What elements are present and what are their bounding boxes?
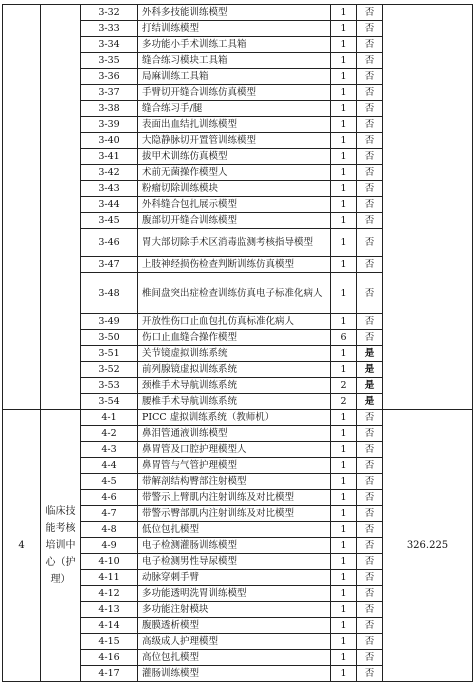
item-imported: 否 [357,257,383,273]
item-imported: 是 [357,346,383,362]
equipment-table [2,4,473,682]
item-name: 胃大部切除手术区消毒监测考核指导模型 [138,229,331,257]
item-quantity: 1 [331,165,357,181]
item-quantity: 1 [331,426,357,442]
item-imported: 否 [357,330,383,346]
item-quantity: 1 [331,474,357,490]
item-quantity: 1 [331,554,357,570]
item-code: 4-9 [81,538,138,554]
item-name: 局麻训练工具箱 [138,69,331,85]
item-imported: 否 [357,165,383,181]
item-imported: 否 [357,426,383,442]
item-code: 3-42 [81,165,138,181]
item-quantity: 1 [331,5,357,21]
item-imported: 否 [357,570,383,586]
item-name: 电子检测灌肠训练模型 [138,538,331,554]
item-quantity: 1 [331,37,357,53]
item-imported: 否 [357,602,383,618]
item-imported: 否 [357,37,383,53]
item-name: 伤口止血缝合操作模型 [138,330,331,346]
item-code: 3-50 [81,330,138,346]
section-amount-cell [383,5,473,410]
item-name: 鼻胃管与气管护理模型 [138,458,331,474]
item-name: PICC 虚拟训练系统（教师机） [138,410,331,426]
item-quantity: 1 [331,53,357,69]
item-name: 带警示臀部肌内注射训练及对比模型 [138,506,331,522]
item-name: 拔甲术训练仿真模型 [138,149,331,165]
item-name: 手臂切开缝合训练仿真模型 [138,85,331,101]
item-imported: 否 [357,538,383,554]
item-code: 3-49 [81,314,138,330]
item-code: 3-48 [81,273,138,314]
item-imported: 否 [357,229,383,257]
item-name: 鼻胃管及口腔护理模型人 [138,442,331,458]
item-code: 4-5 [81,474,138,490]
item-imported: 否 [357,442,383,458]
item-code: 4-4 [81,458,138,474]
item-name: 缝合练习模块工具箱 [138,53,331,69]
item-code: 3-52 [81,362,138,378]
item-code: 3-43 [81,181,138,197]
item-quantity: 1 [331,618,357,634]
item-quantity: 1 [331,458,357,474]
item-imported: 否 [357,21,383,37]
item-imported: 否 [357,101,383,117]
item-imported: 是 [357,378,383,394]
item-quantity: 1 [331,522,357,538]
item-code: 4-1 [81,410,138,426]
item-code: 4-15 [81,634,138,650]
item-quantity: 1 [331,101,357,117]
item-code: 3-51 [81,346,138,362]
item-name: 灌肠训练模型 [138,666,331,682]
item-imported: 否 [357,650,383,666]
item-quantity: 1 [331,117,357,133]
item-name: 开放性伤口止血包扎仿真标准化病人 [138,314,331,330]
item-code: 4-7 [81,506,138,522]
item-quantity: 1 [331,602,357,618]
item-imported: 否 [357,666,383,682]
item-code: 3-32 [81,5,138,21]
item-name: 动脉穿刺手臂 [138,570,331,586]
item-imported: 否 [357,506,383,522]
item-quantity: 1 [331,442,357,458]
item-code: 3-54 [81,394,138,410]
item-name: 打结训练模型 [138,21,331,37]
item-quantity: 1 [331,538,357,554]
item-name: 外科缝合包扎展示模型 [138,197,331,213]
item-code: 3-46 [81,229,138,257]
item-quantity: 1 [331,314,357,330]
item-quantity: 1 [331,346,357,362]
item-name: 带解剖结构臀部注射模型 [138,474,331,490]
item-imported: 否 [357,133,383,149]
item-code: 3-44 [81,197,138,213]
item-imported: 否 [357,554,383,570]
item-quantity: 1 [331,570,357,586]
item-name: 术前无菌操作模型人 [138,165,331,181]
item-name: 颈椎手术导航训练系统 [138,378,331,394]
item-code: 3-36 [81,69,138,85]
item-quantity: 1 [331,650,357,666]
item-imported: 否 [357,522,383,538]
item-imported: 否 [357,5,383,21]
item-quantity: 1 [331,410,357,426]
item-quantity: 1 [331,181,357,197]
item-code: 4-14 [81,618,138,634]
item-quantity: 1 [331,634,357,650]
item-name: 腹部切开缝合训练模型 [138,213,331,229]
section-category-cell [41,5,81,410]
item-quantity: 1 [331,21,357,37]
item-name: 上肢神经损伤检查判断训练仿真模型 [138,257,331,273]
item-code: 3-45 [81,213,138,229]
item-quantity: 1 [331,85,357,101]
item-imported: 否 [357,53,383,69]
item-code: 3-38 [81,101,138,117]
item-code: 3-34 [81,37,138,53]
item-quantity: 1 [331,197,357,213]
item-name: 电子检测男性导尿模型 [138,554,331,570]
item-quantity: 1 [331,69,357,85]
item-quantity: 1 [331,362,357,378]
item-imported: 否 [357,618,383,634]
item-code: 4-13 [81,602,138,618]
item-code: 4-2 [81,426,138,442]
item-code: 3-33 [81,21,138,37]
item-name: 前列腺镜虚拟训练系统 [138,362,331,378]
item-quantity: 1 [331,229,357,257]
item-code: 3-41 [81,149,138,165]
item-code: 3-40 [81,133,138,149]
item-quantity: 1 [331,490,357,506]
item-imported: 否 [357,69,383,85]
item-name: 鼻泪管通液训练模型 [138,426,331,442]
item-quantity: 1 [331,273,357,314]
item-code: 3-39 [81,117,138,133]
item-name: 多功能注射模块 [138,602,331,618]
item-name: 关节镜虚拟训练系统 [138,346,331,362]
item-quantity: 1 [331,506,357,522]
section-index-cell [3,5,41,410]
item-code: 4-11 [81,570,138,586]
item-code: 3-47 [81,257,138,273]
item-code: 3-53 [81,378,138,394]
section-index: 4 [3,410,41,682]
item-imported: 否 [357,490,383,506]
item-name: 腹膜透析模型 [138,618,331,634]
item-imported: 否 [357,634,383,650]
item-quantity: 1 [331,133,357,149]
item-imported: 否 [357,197,383,213]
section-amount: 326.225 [383,410,473,682]
section-category: 临床技能考核培训中心（护理） [41,410,81,682]
item-name: 大隐静脉切开置管训练模型 [138,133,331,149]
item-imported: 是 [357,394,383,410]
item-code: 3-35 [81,53,138,69]
item-quantity: 2 [331,378,357,394]
item-name: 腰椎手术导航训练系统 [138,394,331,410]
item-imported: 否 [357,586,383,602]
table-row [3,410,473,426]
item-name: 椎间盘突出症检查训练仿真电子标准化病人 [138,273,331,314]
item-code: 4-10 [81,554,138,570]
item-name: 表面出血结扎训练模型 [138,117,331,133]
item-quantity: 1 [331,213,357,229]
item-name: 外科多技能训练模型 [138,5,331,21]
item-imported: 否 [357,273,383,314]
item-quantity: 1 [331,149,357,165]
item-quantity: 6 [331,330,357,346]
item-imported: 否 [357,117,383,133]
item-imported: 否 [357,458,383,474]
item-code: 4-3 [81,442,138,458]
item-code: 4-12 [81,586,138,602]
table-row [3,5,473,21]
item-name: 多功能小手术训练工具箱 [138,37,331,53]
item-name: 低位包扎模型 [138,522,331,538]
item-imported: 否 [357,314,383,330]
item-name: 高级成人护理模型 [138,634,331,650]
item-quantity: 1 [331,257,357,273]
item-code: 4-16 [81,650,138,666]
item-name: 多功能透明洗胃训练模型 [138,586,331,602]
item-quantity: 1 [331,666,357,682]
item-name: 粉瘤切除训练模块 [138,181,331,197]
item-name: 带警示上臂肌内注射训练及对比模型 [138,490,331,506]
item-name: 高位包扎模型 [138,650,331,666]
item-imported: 否 [357,410,383,426]
item-imported: 否 [357,213,383,229]
item-quantity: 1 [331,586,357,602]
item-code: 4-8 [81,522,138,538]
item-imported: 是 [357,362,383,378]
item-imported: 否 [357,474,383,490]
item-imported: 否 [357,181,383,197]
item-name: 缝合练习手/腿 [138,101,331,117]
item-quantity: 2 [331,394,357,410]
item-code: 3-37 [81,85,138,101]
item-code: 4-17 [81,666,138,682]
item-code: 4-6 [81,490,138,506]
item-imported: 否 [357,149,383,165]
item-imported: 否 [357,85,383,101]
